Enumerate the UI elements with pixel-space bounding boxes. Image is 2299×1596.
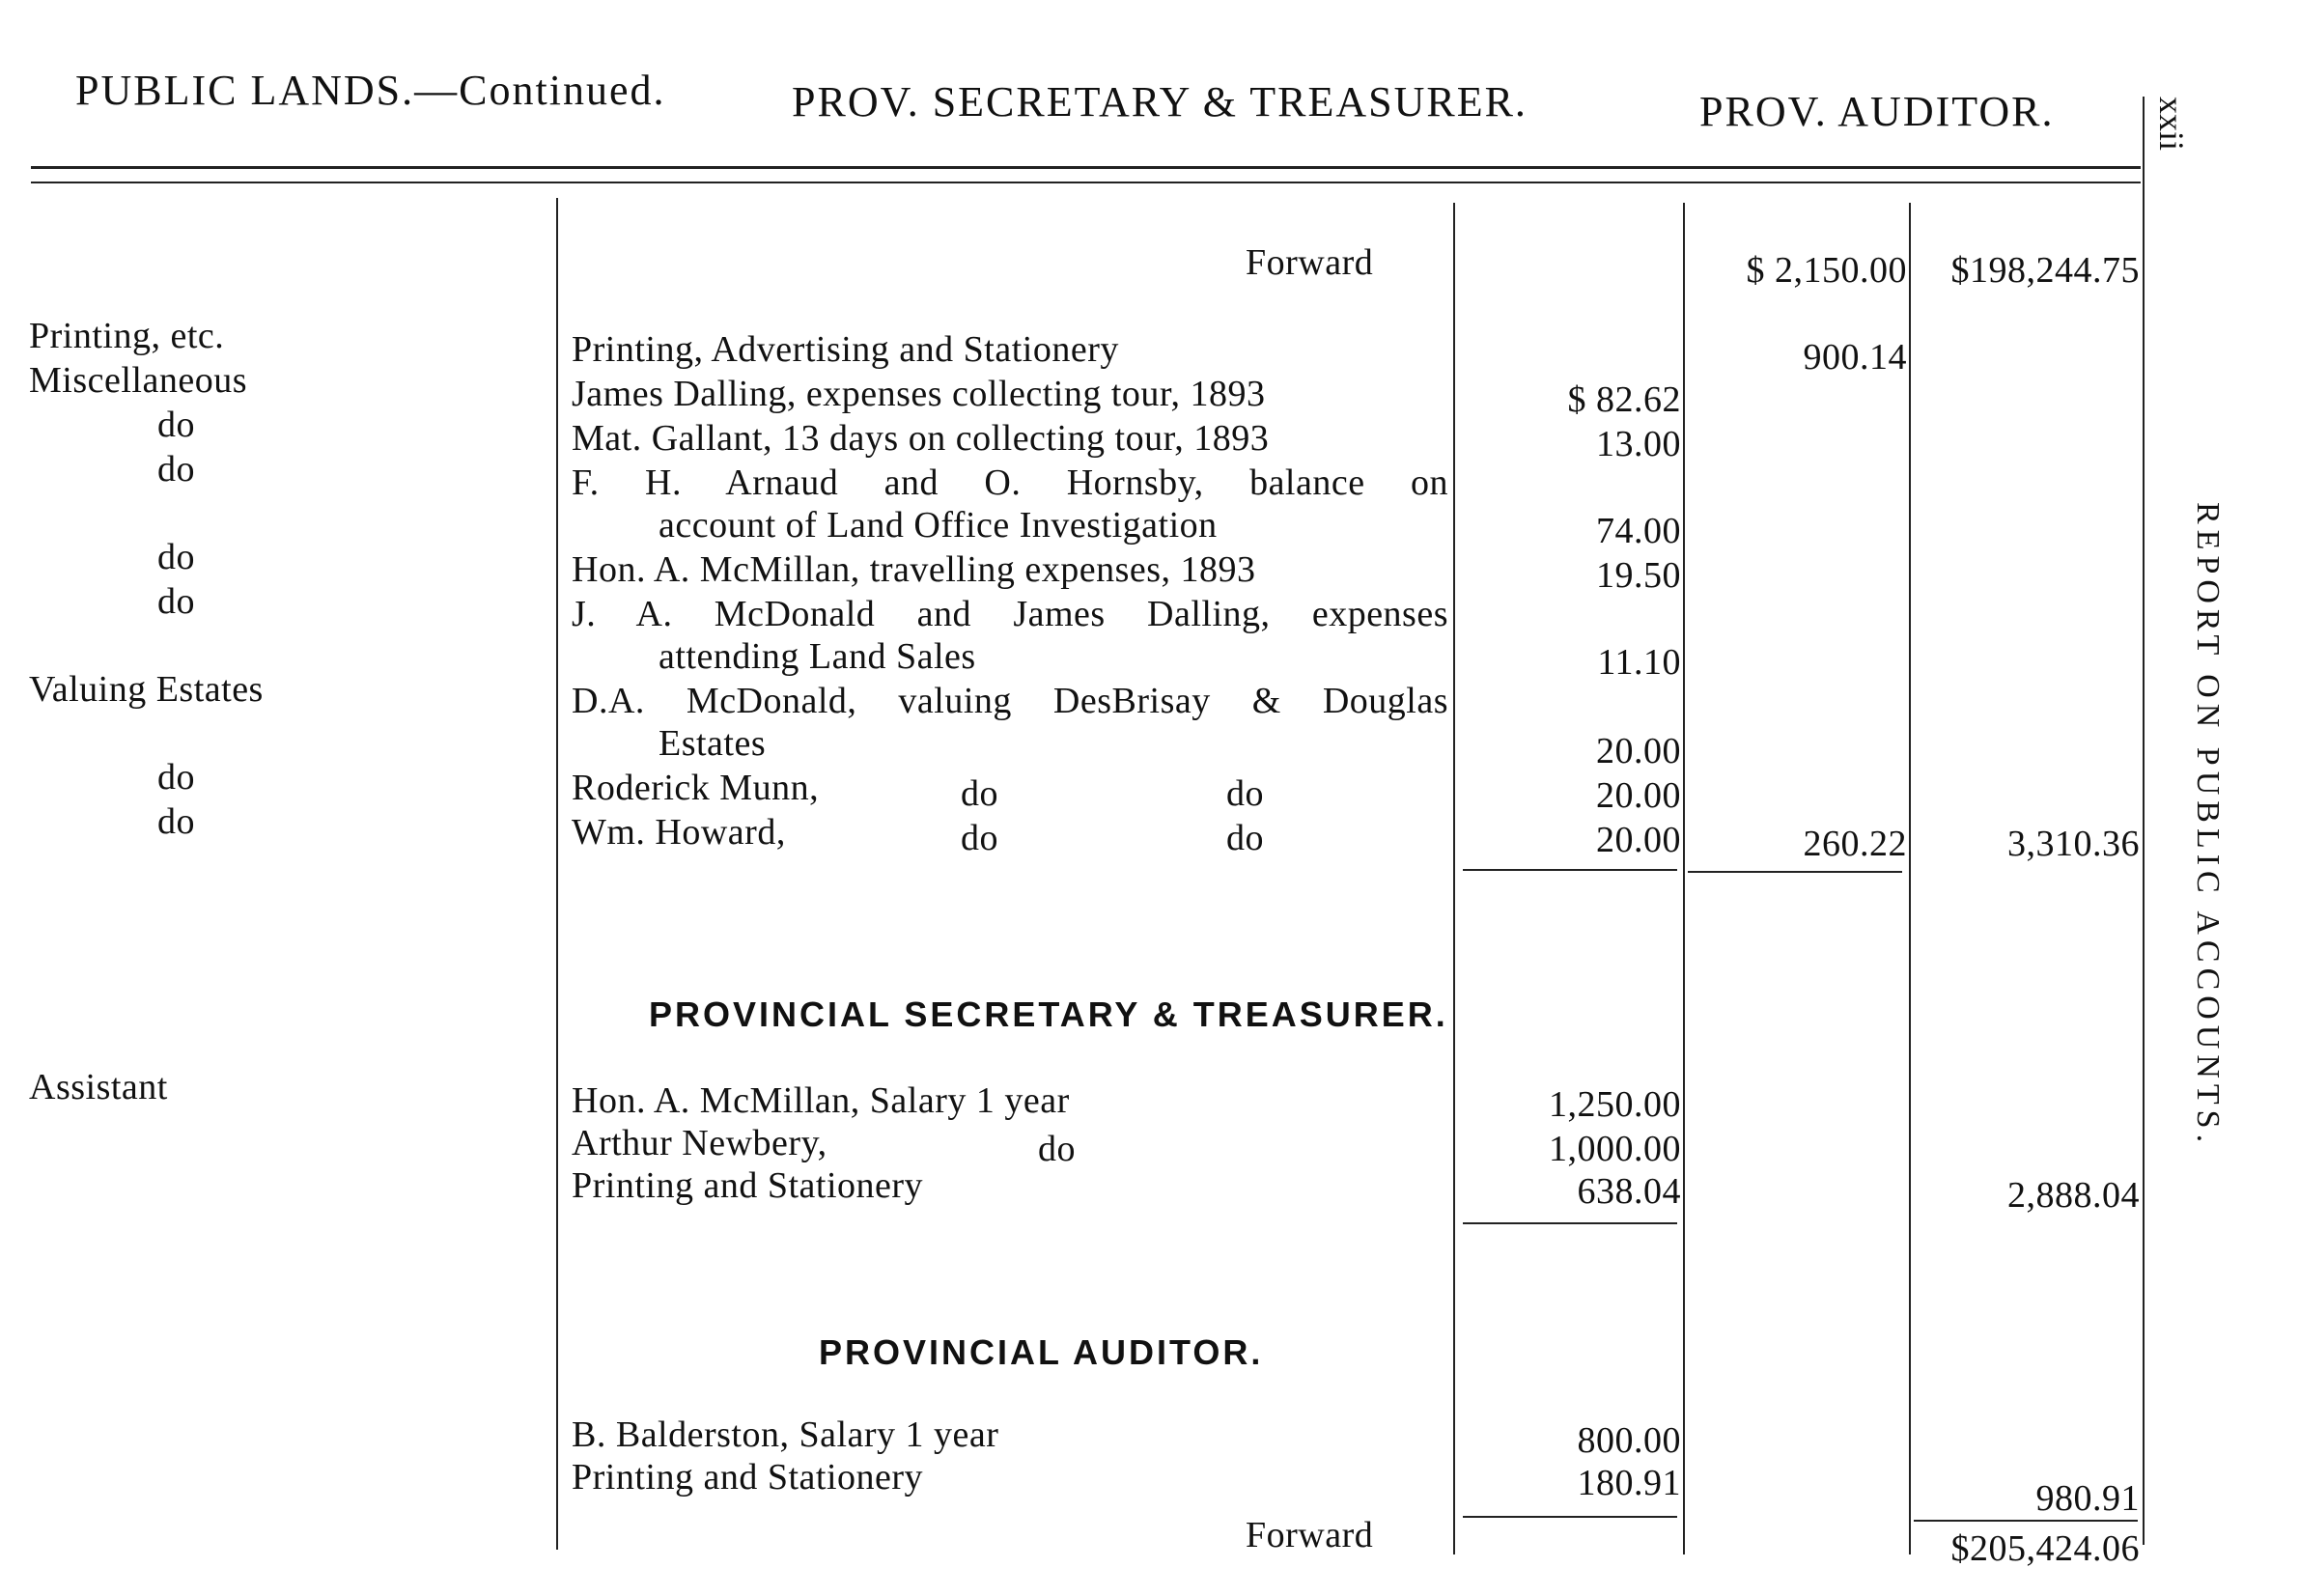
page-number: xxii [2152,97,2191,152]
sum-rule-col2 [1688,871,1902,873]
row-desc: Arthur Newbery, [572,1123,827,1163]
column-line-3 [1909,203,1911,1554]
row-ditto: do [1038,1129,1076,1169]
sum-rule-col3 [1914,1520,2138,1522]
row-col1: 638.04 [1577,1171,1681,1212]
forward-top-col2: $ 2,150.00 [1746,250,1907,291]
row-desc: J. A. McDonald and James Dalling, expenses [572,594,1448,634]
margin-label: do [157,801,195,842]
row-col1: 1,000.00 [1549,1129,1681,1169]
row-col1: 11.10 [1597,642,1681,683]
margin-label: do [157,537,195,577]
forward-bottom-col3: $205,424.06 [1950,1528,2140,1569]
section-title-prov-secretary: PROVINCIAL SECRETARY & TREASURER. [649,994,1448,1034]
row-desc-continued: Estates [659,723,767,764]
row-ditto: do [961,773,998,814]
margin-label: do [157,449,195,490]
section-title-prov-auditor: PROVINCIAL AUDITOR. [819,1332,1264,1372]
sum-rule-col1 [1463,869,1677,871]
margin-label: Miscellaneous [29,360,248,401]
total-col3: 2,888.04 [2007,1175,2140,1216]
margin-label: Valuing Estates [29,669,264,710]
row-desc: Printing and Stationery [572,1165,924,1206]
row-col1: 20.00 [1596,775,1681,816]
header-rule-top [31,166,2141,169]
row-ditto: do [961,818,998,858]
total-col3: 980.91 [2035,1478,2140,1519]
row-desc: Roderick Munn, [572,768,820,808]
forward-label-bottom: Forward [1246,1515,1374,1555]
sum-rule-col1 [1463,1516,1677,1518]
row-desc-continued: attending Land Sales [659,636,976,677]
header-rule-bottom [31,182,2141,183]
row-desc: Hon. A. McMillan, Salary 1 year [572,1080,1070,1121]
forward-label-top: Forward [1246,242,1374,283]
subtotal-col3: 3,310.36 [2007,824,2140,864]
margin-label: do [157,757,195,798]
row-desc: F. H. Arnaud and O. Hornsby, balance on [572,462,1448,503]
header-public-lands: PUBLIC LANDS.—Continued. [75,67,666,114]
row-desc: Hon. A. McMillan, travelling expenses, 1893 [572,549,1256,590]
row-col1: 19.50 [1596,555,1681,596]
header-prov-secretary: PROV. SECRETARY & TREASURER. [792,78,1528,126]
row-ditto: do [1226,818,1264,858]
row-col1: $ 82.62 [1567,379,1681,420]
row-col1: 1,250.00 [1549,1084,1681,1125]
margin-label: do [157,581,195,622]
row-desc: James Dalling, expenses collecting tour, 1893 [572,374,1266,414]
column-line-1 [1453,203,1455,1554]
margin-label: Assistant [29,1067,168,1107]
forward-top-col3: $198,244.75 [1950,250,2140,291]
side-title [2168,502,2245,1197]
row-col1: 20.00 [1596,731,1681,771]
subtotal-col2: 260.22 [1803,824,1907,864]
row-col1: 800.00 [1577,1420,1681,1461]
margin-label: Printing, etc. [29,316,225,356]
row-desc: Mat. Gallant, 13 days on collecting tour, 1893 [572,418,1270,459]
row-col1: 13.00 [1596,424,1681,464]
header-prov-auditor: PROV. AUDITOR. [1699,88,2055,135]
row-col1: 180.91 [1577,1463,1681,1503]
row-col2: 900.14 [1803,337,1907,378]
sum-rule-col1 [1463,1222,1677,1224]
row-desc: Printing, Advertising and Stationery [572,329,1119,370]
row-desc: Printing and Stationery [572,1457,924,1498]
row-ditto: do [1226,773,1264,814]
row-col1: 74.00 [1596,511,1681,551]
margin-label: do [157,405,195,445]
row-desc: B. Balderston, Salary 1 year [572,1414,999,1455]
column-line-2 [1683,203,1685,1554]
row-desc: Wm. Howard, [572,812,786,853]
row-desc-continued: account of Land Office Investigation [659,505,1218,546]
side-title-text: REPORT ON PUBLIC ACCOUNTS. [2190,502,2226,1149]
row-desc: D.A. McDonald, valuing DesBrisay & Douglas [572,681,1448,721]
row-col1: 20.00 [1596,820,1681,860]
column-line-desc [556,198,558,1550]
right-border-line [2143,97,2145,1545]
